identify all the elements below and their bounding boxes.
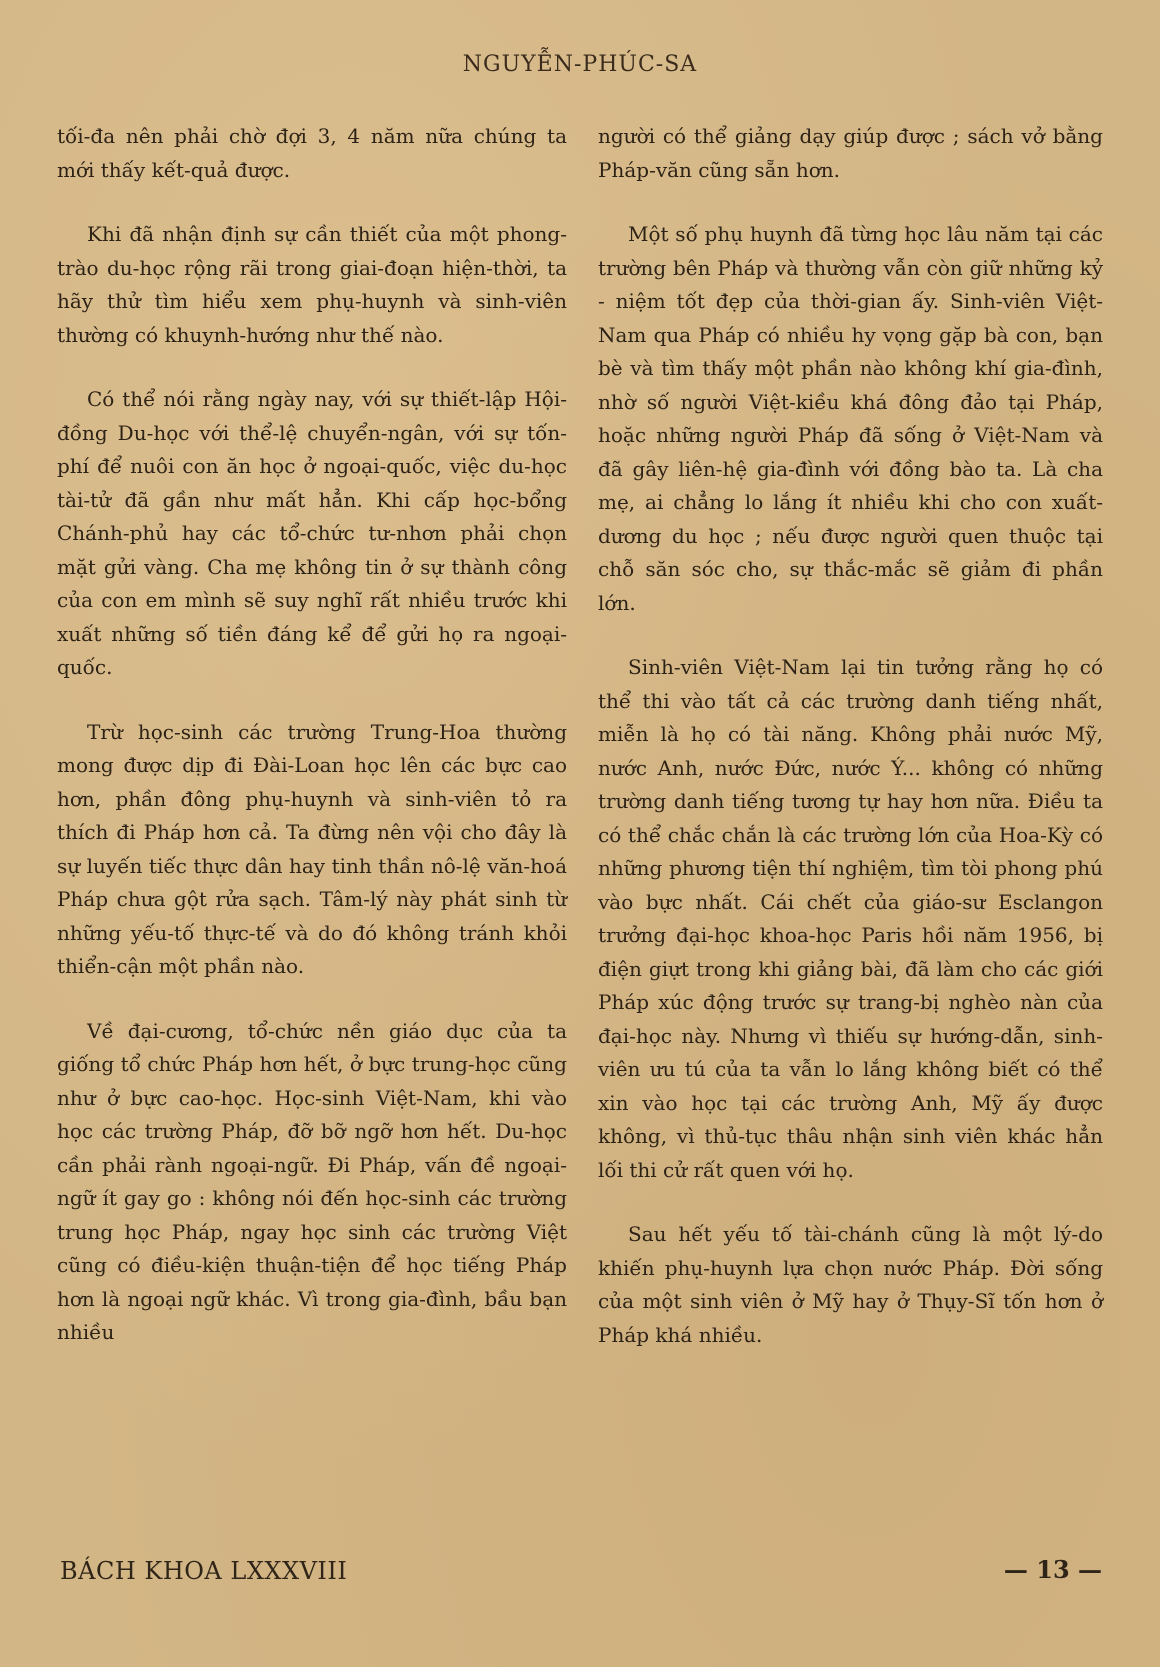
paragraph: người có thể giảng dạy giúp được ; sách vở bằng Pháp-văn cũng sẵn hơn.	[598, 124, 1103, 182]
paragraph: Về đại-cương, tổ-chức nền giáo dục của ta giống tổ chức Pháp hơn hết, ở bực trung-học cũng như ở bực cao-học. Học-sinh Việt-Nam, khi vào học các trường Pháp, đỡ bỡ ngỡ hơn hết. Du-học cần phải rành ngoại-ngữ. Đi Pháp, vấn đề ngoại-ngữ ít gay go : không nói đến học-sinh các trường trung học Pháp, ngay học sinh các trường Việt cũng có điều-kiện thuận-tiện để học tiếng Pháp hơn là ngoại ngữ khác. Vì trong gia-đình, bầu bạn nhiều	[57, 1018, 567, 1344]
left-column	[57, 120, 567, 1381]
right-column	[598, 120, 1103, 1383]
paragraph: Có thể nói rằng ngày nay, với sự thiết-lập Hội-đồng Du-học với thể-lệ chuyển-ngân, với sự tốn-phí để nuôi con ăn học ở ngoại-quốc, việc du-học tài-tử đã gần như mất hẳn. Khi cấp học-bổng Chánh-phủ hay các tổ-chức tư-nhơn phải chọn mặt gửi vàng. Cha mẹ không tin ở sự thành công của con em mình sẽ suy nghĩ rất nhiều trước khi xuất những số tiền đáng kể để gửi họ ra ngoại-quốc.	[57, 387, 567, 679]
page-number: — 13 —	[1003, 1555, 1102, 1584]
publication-title: BÁCH KHOA LXXXVIII	[60, 1557, 348, 1585]
paragraph: Khi đã nhận định sự cần thiết của một phong-trào du-học rộng rãi trong giai-đoạn hiện-thời, ta hãy thử tìm hiểu xem phụ-huynh và sinh-viên thường có khuynh-hướng như thế nào.	[57, 222, 567, 347]
paragraph: Một số phụ huynh đã từng học lâu năm tại các trường bên Pháp và thường vẫn còn giữ những kỷ - niệm tốt đẹp của thời-gian ấy. Sinh-viên Việt-Nam qua Pháp có nhiều hy vọng gặp bà con, bạn bè và tìm thấy một phần nào không khí gia-đình, nhờ số người Việt-kiều khá đông đảo tại Pháp, hoặc những người Pháp đã sống ở Việt-Nam và đã gây liên-hệ gia-đình với đồng bào ta. Là cha mẹ, ai chẳng lo lắng ít nhiều khi cho con xuất-dương du học ; nếu được người quen thuộc tại chỗ săn sóc cho, sự thắc-mắc sẽ giảm đi phần lớn.	[598, 222, 1103, 615]
paragraph: Trừ học-sinh các trường Trung-Hoa thường mong được dịp đi Đài-Loan học lên các bực cao hơn, phần đông phụ-huynh và sinh-viên tỏ ra thích đi Pháp hơn cả. Ta đừng nên vội cho đây là sự luyến tiếc thực dân hay tinh thần nô-lệ văn-hoá Pháp chưa gột rửa sạch. Tâm-lý này phát sinh từ những yếu-tố thực-tế và do đó không tránh khỏi thiển-cận một phần nào.	[57, 719, 567, 978]
paragraph: Sinh-viên Việt-Nam lại tin tưởng rằng họ có thể thi vào tất cả các trường danh tiếng nhất, miễn là họ có tài năng. Không phải nước Mỹ, nước Anh, nước Đức, nước Ý... không có những trường danh tiếng tương tự hay hơn nữa. Điều ta có thể chắc chắn là các trường lớn của Hoa-Kỳ có những phương tiện thí nghiệm, tìm tòi phong phú vào bực nhất. Cái chết của giáo-sư Esclangon trưởng đại-học khoa-học Paris hồi năm 1956, bị điện giựt trong khi giảng bài, đã làm cho các giới Pháp xúc động trước sự trang-bị nghèo nàn của đại-học này. Nhưng vì thiếu sự hướng-dẫn, sinh-viên ưu tú của ta vẫn lo lắng không biết có thể xin vào học tại các trường Anh, Mỹ ấy được không, vì thủ-tục thâu nhận sinh viên khác hẳn lối thi cử rất quen với họ.	[598, 655, 1103, 1182]
running-title: NGUYỄN-PHÚC-SA	[462, 52, 698, 77]
paragraph: Sau hết yếu tố tài-chánh cũng là một lý-do khiến phụ-huynh lựa chọn nước Pháp. Đời sống của một sinh viên ở Mỹ hay ở Thụy-Sĩ tốn hơn ở Pháp khá nhiều.	[598, 1222, 1103, 1347]
paragraph: tối-đa nên phải chờ đợi 3, 4 năm nữa chúng ta mới thấy kết-quả được.	[57, 124, 567, 182]
